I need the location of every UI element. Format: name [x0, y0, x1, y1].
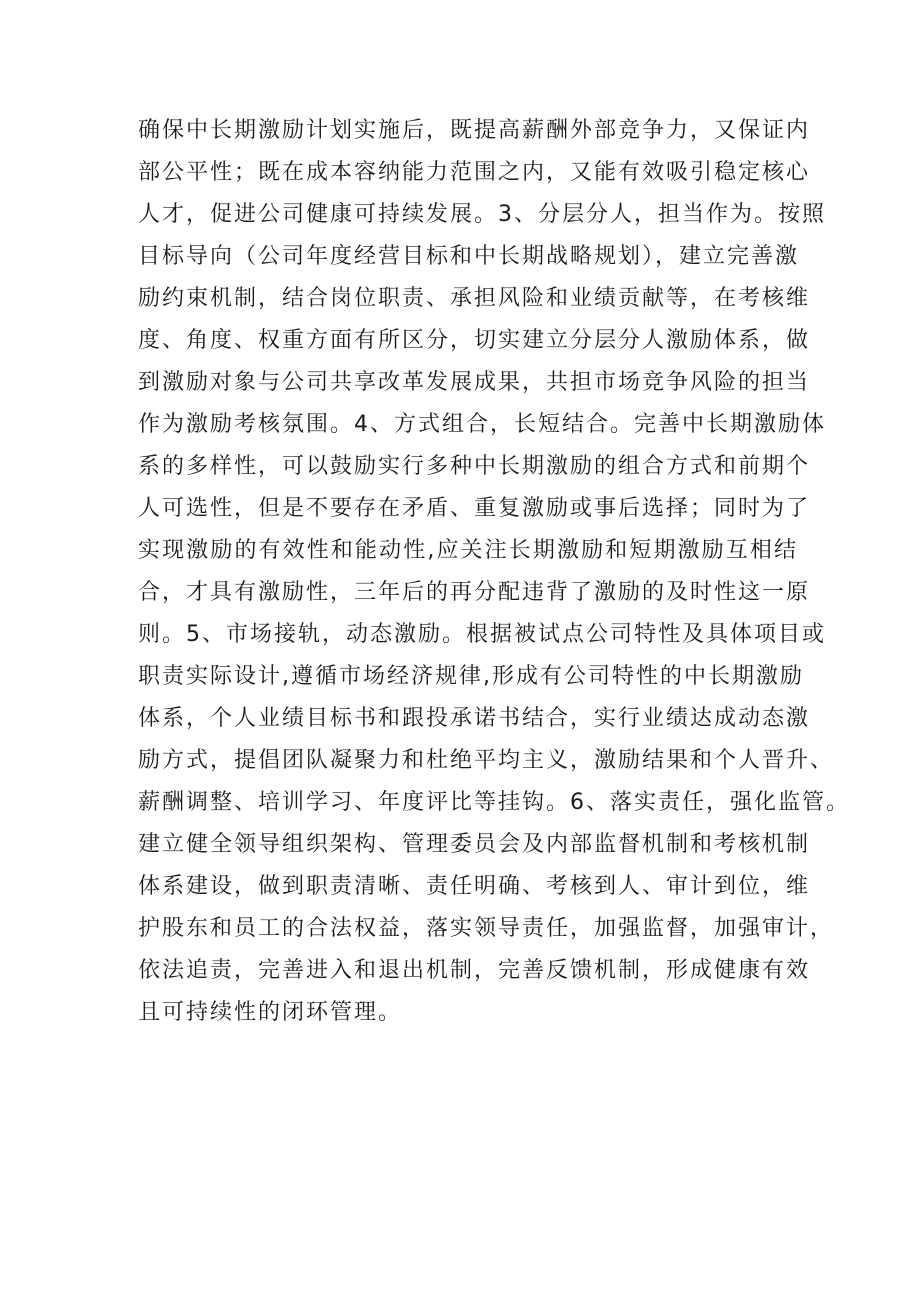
text-line: 部公平性；既在成本容纳能力范围之内，又能有效吸引稳定核心	[138, 160, 811, 185]
text-line: 作为激励考核氛围。4、方式组合，长短结合。完善中长期激励体	[138, 412, 826, 437]
text-line: 确保中长期激励计划实施后，既提高薪酬外部竞争力，又保证内	[138, 118, 811, 143]
text-line: 护股东和员工的合法权益，落实领导责任，加强监督，加强审计，	[138, 916, 835, 941]
text-line: 依法追责，完善进入和退出机制，完善反馈机制，形成健康有效	[138, 958, 811, 983]
text-line: 则。5、市场接轨，动态激励。根据被试点公司特性及具体项目或	[138, 622, 826, 647]
text-line: 度、角度、权重方面有所区分，切实建立分层分人激励体系，做	[138, 328, 811, 353]
text-line: 到激励对象与公司共享改革发展成果，共担市场竞争风险的担当	[138, 370, 811, 395]
text-line: 系的多样性，可以鼓励实行多种中长期激励的组合方式和前期个	[138, 454, 811, 479]
text-line-last: 且可持续性的闭环管理。	[138, 1000, 403, 1025]
text-line: 人才，促进公司健康可持续发展。3、分层分人，担当作为。按照	[138, 202, 826, 227]
text-line: 励约束机制，结合岗位职责、承担风险和业绩贡献等，在考核维	[138, 286, 811, 311]
text-line: 体系建设，做到职责清晰、责任明确、考核到人、审计到位，维	[138, 874, 811, 899]
text-line: 薪酬调整、培训学习、年度评比等挂钩。6、落实责任，强化监管。	[138, 790, 850, 815]
body-paragraph	[138, 110, 850, 1034]
text-line: 目标导向（公司年度经营目标和中长期战略规划），建立完善激	[138, 244, 800, 269]
text-line: 实现激励的有效性和能动性,应关注长期激励和短期激励互相结	[138, 538, 798, 563]
text-line: 合，才具有激励性，三年后的再分配违背了激励的及时性这一原	[138, 580, 811, 605]
text-line: 职责实际设计,遵循市场经济规律,形成有公司特性的中长期激励	[138, 664, 804, 689]
text-line: 建立健全领导组织架构、管理委员会及内部监督机制和考核机制	[138, 832, 811, 857]
text-line: 体系，个人业绩目标书和跟投承诺书结合，实行业绩达成动态激	[138, 706, 811, 731]
text-line: 励方式，提倡团队凝聚力和杜绝平均主义，激励结果和个人晋升、	[138, 748, 835, 773]
text-line: 人可选性，但是不要存在矛盾、重复激励或事后选择；同时为了	[138, 496, 811, 521]
